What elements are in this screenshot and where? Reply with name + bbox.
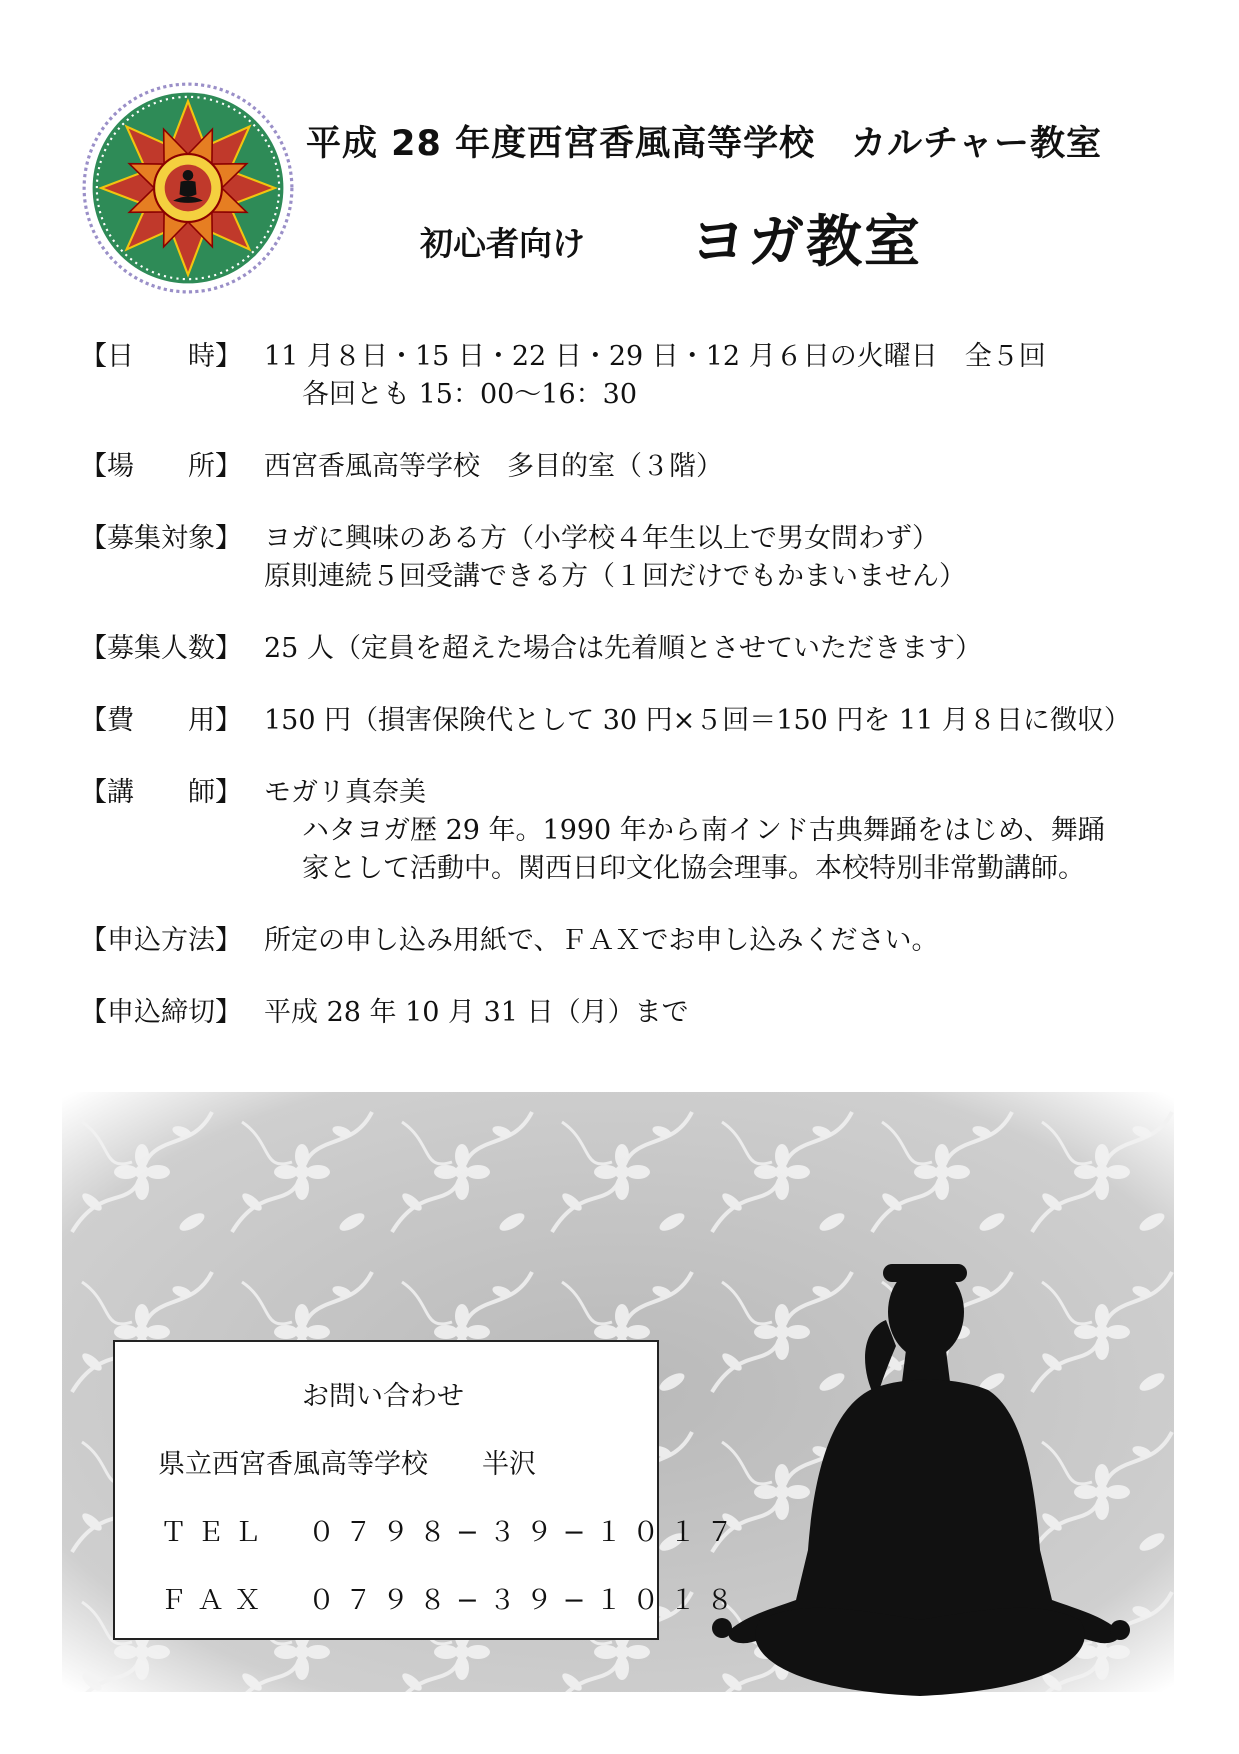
instructor-label: 【講 師】 bbox=[80, 777, 242, 808]
meditation-silhouette bbox=[700, 1250, 1140, 1705]
header-audience: 初心者向け bbox=[420, 224, 585, 263]
deadline-label: 【申込締切】 bbox=[80, 997, 242, 1028]
capacity-text: 25 人（定員を超えた場合は先着順とさせていただきます） bbox=[264, 633, 982, 664]
target-text-2: 原則連続５回受講できる方（１回だけでもかまいません） bbox=[264, 561, 966, 592]
target-text-1: ヨガに興味のある方（小学校４年生以上で男女問わず） bbox=[264, 523, 939, 554]
contact-school: 県立西宮香風高等学校 半沢 bbox=[158, 1449, 536, 1480]
contact-fax: ＦＡＸ ０７９８−３９−１０１８ bbox=[160, 1585, 744, 1616]
instructor-bio-2: 家として活動中。関西日印文化協会理事。本校特別非常勤講師。 bbox=[302, 853, 1085, 884]
instructor-name: モガリ真奈美 bbox=[264, 777, 426, 808]
fee-label: 【費 用】 bbox=[80, 705, 242, 736]
place-label: 【場 所】 bbox=[80, 451, 242, 482]
instructor-bio-1: ハタヨガ歴 29 年。1990 年から南インド古典舞踊をはじめ、舞踊 bbox=[302, 815, 1105, 846]
header-subtitle: 平成 28 年度西宮香風高等学校 カルチャー教室 bbox=[306, 124, 1103, 164]
capacity-label: 【募集人数】 bbox=[80, 633, 242, 664]
place-text: 西宮香風高等学校 多目的室（３階） bbox=[264, 451, 723, 482]
apply-label: 【申込方法】 bbox=[80, 925, 242, 956]
fee-text: 150 円（損害保険代として 30 円×５回＝150 円を 11 月８日に徴収） bbox=[264, 705, 1131, 736]
date-text: 11 月８日・15 日・22 日・29 日・12 月６日の火曜日 全５回 bbox=[264, 341, 1046, 372]
deadline-text: 平成 28 年 10 月 31 日（月）まで bbox=[264, 997, 689, 1028]
apply-text: 所定の申し込み用紙で、ＦＡＸでお申し込みください。 bbox=[264, 925, 939, 956]
date-label: 【日 時】 bbox=[80, 341, 242, 372]
page-title: ヨガ教室 bbox=[690, 210, 922, 275]
target-label: 【募集対象】 bbox=[80, 523, 242, 554]
contact-title: お問い合わせ bbox=[302, 1381, 464, 1412]
time-text: 各回とも 15：00〜16：30 bbox=[302, 379, 638, 410]
contact-tel: ＴＥＬ ０７９８−３９−１０１７ bbox=[160, 1517, 744, 1548]
mandala-logo bbox=[82, 82, 294, 294]
